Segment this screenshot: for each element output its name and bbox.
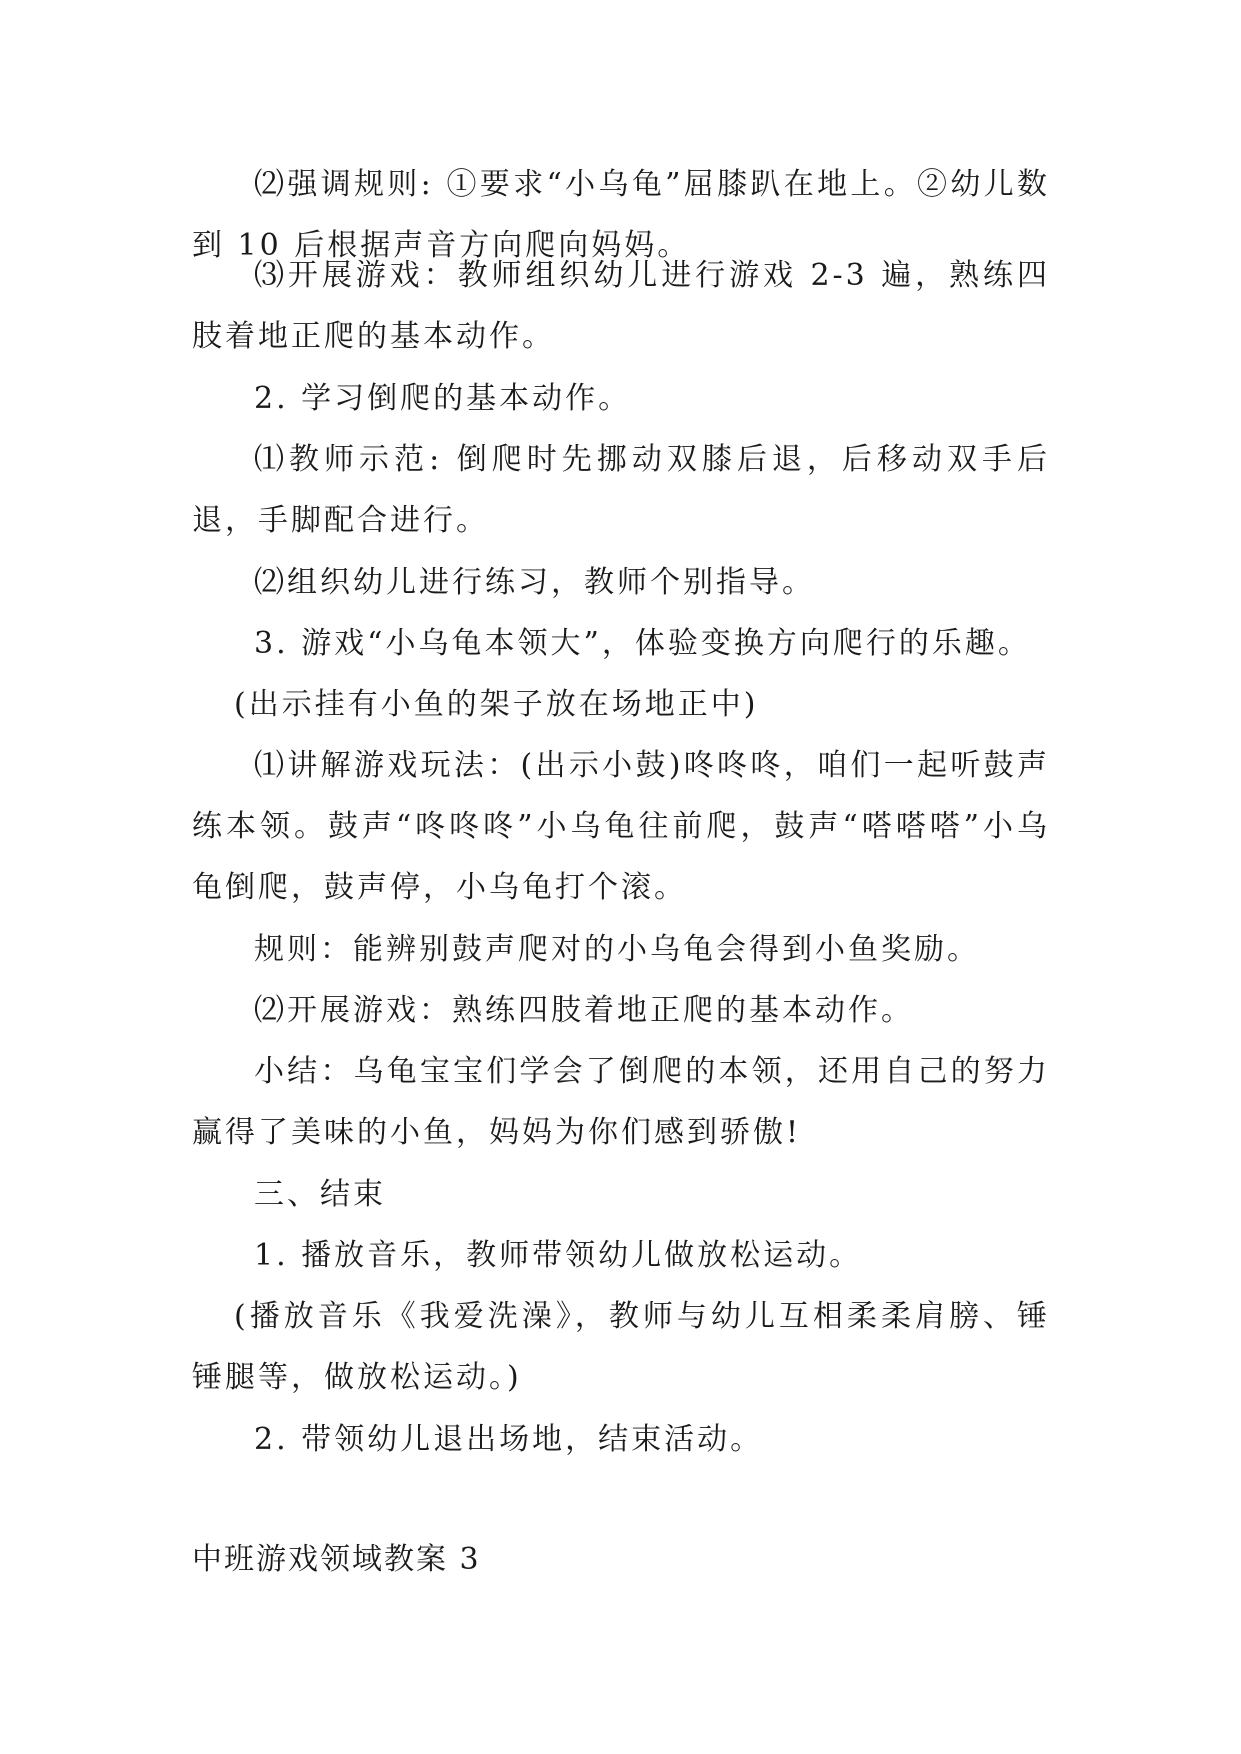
paragraph-relax-exercise: (播放音乐《我爱洗澡》，教师与幼儿互相柔柔肩膀、锤锤腿等，做放松运动。) [192,1299,1050,1395]
paragraph-rules: 规则：能辨别鼓声爬对的小乌龟会得到小鱼奖励。 [254,932,980,967]
paragraph-learn-backward-crawl: 2. 学习倒爬的基本动作。 [254,381,632,416]
section-heading: 中班游戏领域教案 3 [192,1542,481,1577]
paragraph-rule-emphasis: ⑵强调规则: ①要求“小乌龟”屈膝趴在地上。②幼儿数到 10 后根据声音方向爬向妈妈。 [192,167,1050,263]
paragraph-start-game: ⑶开展游戏：教师组织幼儿进行游戏 2-3 遍，熟练四肢着地正爬的基本动作。 [192,258,1050,354]
paragraph-summary: 小结：乌龟宝宝们学会了倒爬的本领，还用自己的努力赢得了美味的小鱼，妈妈为你们感到骄傲! [192,1054,1050,1150]
paragraph-game-explanation: ⑴讲解游戏玩法：(出示小鼓)咚咚咚，咱们一起听鼓声练本领。鼓声“咚咚咚”小乌龟往前爬，鼓声“嗒嗒嗒”小乌龟倒爬，鼓声停，小乌龟打个滚。 [192,748,1050,905]
paragraph-play-game: ⑵开展游戏：熟练四肢着地正爬的基本动作。 [254,993,914,1028]
paragraph-leave-venue: 2. 带领幼儿退出场地，结束活动。 [254,1422,764,1457]
paragraph-practice: ⑵组织幼儿进行练习，教师个别指导。 [254,565,815,600]
paragraph-game-turtle: 3. 游戏“小乌龟本领大”，体验变换方向爬行的乐趣。 [254,626,1031,661]
paragraph-teacher-demo: ⑴教师示范: 倒爬时先挪动双膝后退，后移动双手后退，手脚配合进行。 [192,442,1050,538]
paragraph-show-rack: (出示挂有小鱼的架子放在场地正中) [234,687,759,722]
paragraph-ending-heading: 三、结束 [254,1177,386,1212]
paragraph-play-music: 1. 播放音乐，教师带领幼儿做放松运动。 [254,1238,863,1273]
